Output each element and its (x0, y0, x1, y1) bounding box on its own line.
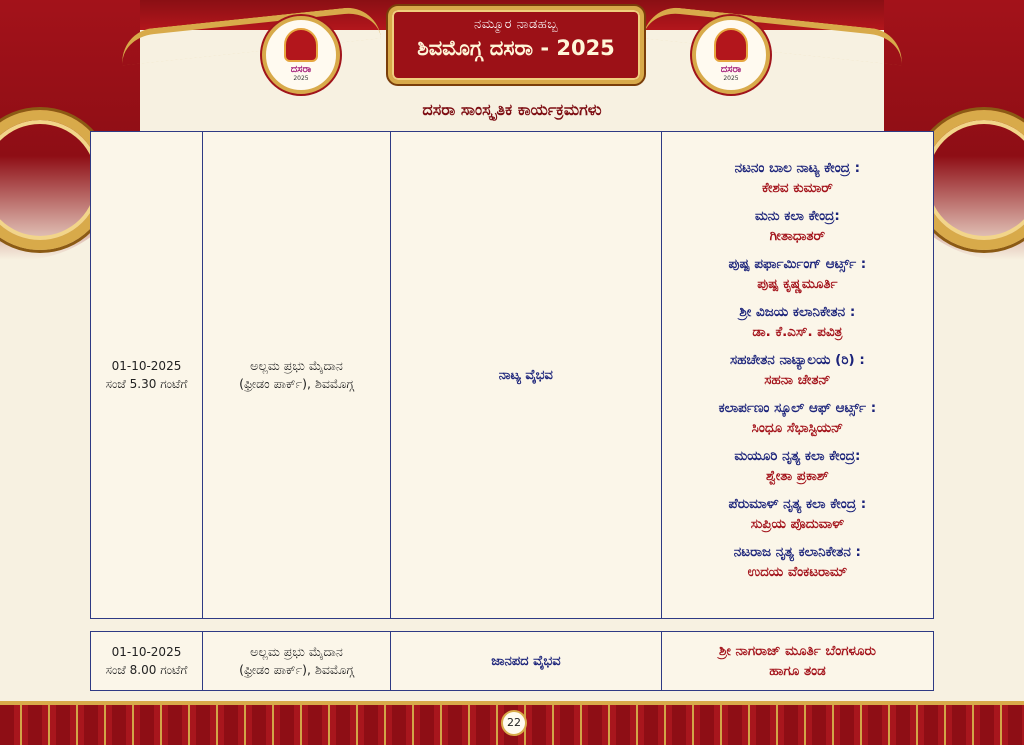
table-row (91, 632, 934, 691)
performer-item (663, 494, 932, 534)
performer-name: ಡಾ. ಕೆ.ಎಸ್. ಪವಿತ್ರ (752, 324, 843, 340)
page-number: 22 (501, 710, 527, 736)
performer-name: ಪುಷ್ಪ ಕೃಷ್ಣಮೂರ್ತಿ (757, 276, 838, 292)
institution-name: ಮನು ಕಲಾ ಕೇಂದ್ರ: (754, 208, 840, 224)
performer-name-suffix: ಹಾಗೂ ತಂಡ (769, 663, 826, 679)
performer-name: ಶ್ರೀ ನಾಗರಾಜ್ ಮೂರ್ತಿ ಬೆಂಗಳೂರು (718, 643, 876, 659)
venue-line-1: ಅಲ್ಲಮ ಪ್ರಭು ಮೈದಾನ (250, 644, 343, 659)
page-title: ಶಿವಮೊಗ್ಗ ದಸರಾ - 2025 (417, 36, 615, 60)
performer-item (663, 206, 932, 246)
schedule-table-2 (90, 631, 934, 691)
institution-name: ನಟನಂ ಬಾಲ ನಾಟ್ಯ ಕೇಂದ್ರ : (734, 160, 861, 176)
emblem-text: ದಸರಾ (290, 64, 312, 75)
institution-name: ಕಲಾರ್ಪಣಂ ಸ್ಕೂಲ್ ಆಫ್ ಆರ್ಟ್ಸ್ : (718, 400, 877, 416)
institution-name: ಪೆರುಮಾಳ್ ನೃತ್ಯ ಕಲಾ ಕೇಂದ್ರ : (728, 496, 867, 512)
event-date: 01-10-2025 (111, 645, 182, 659)
table-row (91, 132, 934, 619)
dasara-emblem-left (262, 16, 340, 94)
event-time: ಸಂಜೆ 5.30 ಗಂಟೆಗೆ (105, 377, 188, 391)
performer-name: ಸಹನಾ ಚೇತನ್ (764, 372, 831, 388)
performers-cell (661, 132, 933, 619)
institution-name: ಶ್ರೀ ವಿಜಯ ಕಲಾನಿಕೇತನ : (739, 304, 856, 320)
venue-cell (202, 632, 390, 691)
schedule-table-1 (90, 131, 934, 619)
performer-item (663, 254, 932, 294)
emblem-year: 2025 (293, 75, 309, 82)
performer-item (663, 302, 932, 342)
venue-line-2: (ಫ್ರೀಡಂ ಪಾರ್ಕ್), ಶಿವಮೊಗ್ಗ (239, 662, 354, 677)
emblem-year: 2025 (723, 75, 739, 82)
date-cell (91, 132, 203, 619)
event-time: ಸಂಜೆ 8.00 ಗಂಟೆಗೆ (105, 663, 188, 677)
performer-name: ಸುಪ್ರಿಯ ಪೊದುವಾಳ್ (750, 516, 844, 532)
venue-line-2: (ಫ್ರೀಡಂ ಪಾರ್ಕ್), ಶಿವಮೊಗ್ಗ (239, 376, 354, 391)
performer-list (663, 144, 932, 606)
dasara-emblem-right (692, 16, 770, 94)
event-date: 01-10-2025 (111, 359, 182, 373)
institution-name: ಸಹಚೇತನ ನಾಟ್ಯಾಲಯ (ರಿ) : (729, 352, 865, 368)
emblem-text: ದಸರಾ (720, 64, 742, 75)
venue-cell (202, 132, 390, 619)
performer-item (663, 446, 932, 486)
performer-name: ಉದಯ ವೆಂಕಟರಾಮ್ (747, 564, 848, 580)
performer-name: ಶ್ವೇತಾ ಪ್ರಕಾಶ್ (765, 468, 829, 484)
section-title: ದಸರಾ ಸಾಂಸ್ಕೃತಿಕ ಕಾರ್ಯಕ್ರಮಗಳು (422, 100, 602, 119)
title-board (388, 6, 644, 84)
program-name: ಜಾನಪದ ವೈಭವ (491, 653, 561, 669)
institution-name: ಪುಷ್ಪ ಪರ್ಫಾರ್ಮಿಂಗ್ ಆರ್ಟ್ಸ್ : (728, 256, 867, 272)
performer-item (663, 158, 932, 198)
performer-item (663, 350, 932, 390)
header-subtitle: ನಮ್ಮೂರ ನಾಡಹಬ್ಬ (473, 17, 559, 32)
performers-cell (661, 632, 933, 691)
goddess-icon (714, 28, 748, 62)
program-name: ನಾಟ್ಯ ವೈಭವ (498, 367, 553, 383)
goddess-icon (284, 28, 318, 62)
program-cell (390, 632, 661, 691)
performer-name: ಗೀತಾಧಾತರ್ (769, 228, 826, 244)
performer-item (663, 542, 932, 582)
institution-name: ಮಯೂರಿ ನೃತ್ಯ ಕಲಾ ಕೇಂದ್ರ: (734, 448, 861, 464)
performer-name: ಕೇಶವ ಕುಮಾರ್ (761, 180, 833, 196)
institution-name: ನಟರಾಜ ನೃತ್ಯ ಕಲಾನಿಕೇತನ : (733, 544, 861, 560)
program-cell (390, 132, 661, 619)
date-cell (91, 632, 203, 691)
performer-item (663, 398, 932, 438)
performer-name: ಸಿಂಧೂ ಸೆಭಾಸ್ಟಿಯನ್ (751, 420, 844, 436)
venue-line-1: ಅಲ್ಲಮ ಪ್ರಭು ಮೈದಾನ (250, 358, 343, 373)
